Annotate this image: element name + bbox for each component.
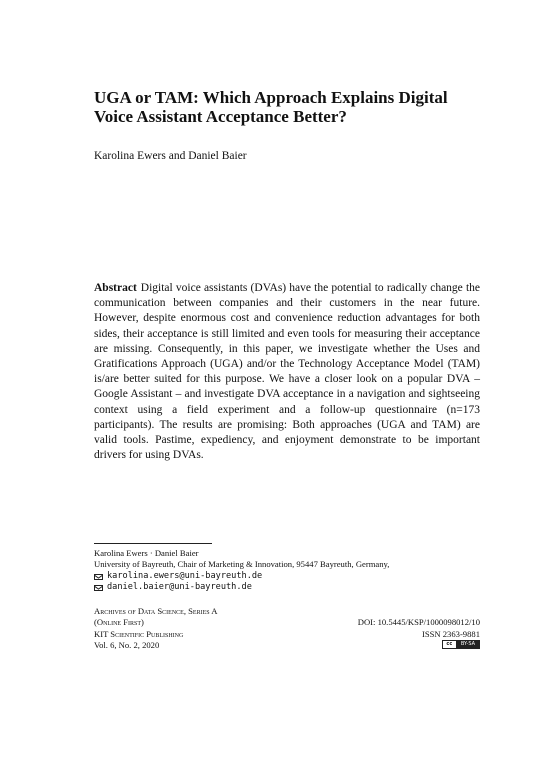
abstract [94,281,480,463]
email-link[interactable]: karolina.ewers@uni-bayreuth.de [107,570,263,581]
email-row [94,582,494,593]
email-row [94,571,494,582]
edition: (Online First) [94,617,144,628]
journal-name: Archives of Data Science, Series A [94,606,218,616]
envelope-icon [94,585,103,591]
creative-commons-icon: cc [443,640,457,649]
abstract-label: Abstract [94,282,137,294]
publisher: KIT Scientific Publishing [94,628,184,639]
doi: DOI: 10.5445/KSP/1000098012/10 [357,617,480,628]
paper-title: UGA or TAM: Which Approach Explains Digital Voice Assistant Acceptance Better? [94,88,448,126]
email-link[interactable]: daniel.baier@uni-bayreuth.de [107,582,252,593]
abstract-text: Digital voice assistants (DVAs) have the potential to radically change the communication between companies and their customers in the near future. However, despite enormous cost and convenience reduction advantages for both sides, their acceptance is still limited and even tools for measuring their acceptance are missing. Consequently, in this paper, we investigate whether the Uses and Gratifications Approach (UGA) and/or the Technology Acceptance Model (TAM) is/are better suited for this purpose. We have a closer look on a popular DVA – Google Assistant – and investigate DVA acceptance in a navigation and sightseeing context using a field experiment and a follow-up questionnaire (n=173 participants). The results are promising: Both approaches (UGA and TAM) are valid tools. Pastime, expediency, and enjoyment demonstrate to be important drivers for using DVAs. [94,282,480,462]
author-footnote [94,548,494,594]
issn: ISSN 2363-9881 [421,628,480,639]
publication-info [94,606,480,652]
footnote-authors: Karolina Ewers · Daniel Baier [94,548,199,558]
volume: Vol. 6, No. 2, 2020 [94,640,160,651]
cc-license-badge [442,640,480,649]
envelope-icon [94,574,103,580]
license-text: BY-SA [457,641,479,648]
footnote-affiliation: University of Bayreuth, Chair of Marketing & Innovation, 95447 Bayreuth, Germany, [94,559,390,570]
footnote-rule [94,543,212,544]
paper-authors: Karolina Ewers and Daniel Baier [94,150,247,162]
